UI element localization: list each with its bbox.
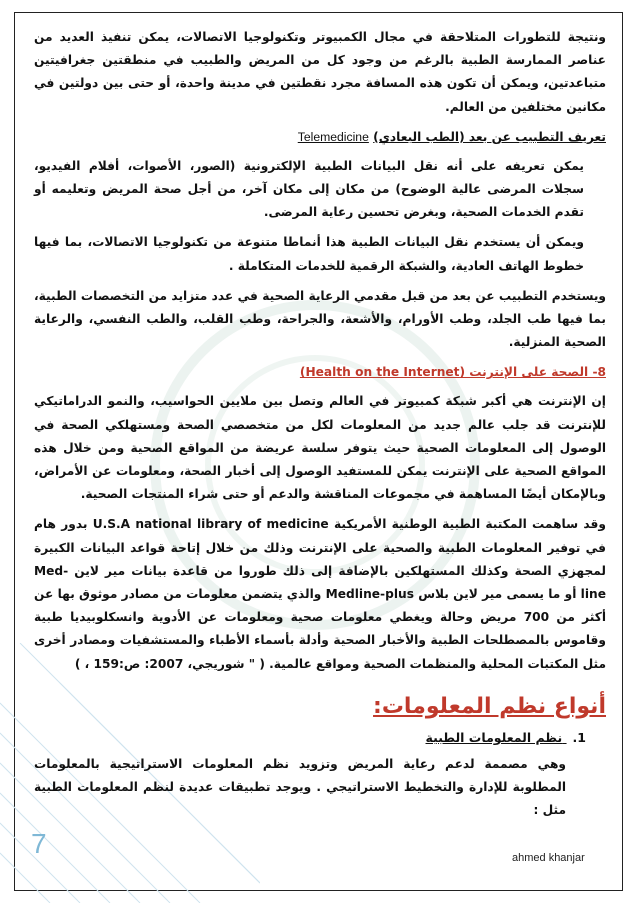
telemedicine-uses: [34, 285, 606, 355]
telemedicine-paragraph-2: ويمكن أن يستخدم نقل البيانات الطبية هذا أنماطا متنوعة من تكنولوجيا الاتصالات، بما فيها خطوط الهاتف العادية، والشبكة الرقمية للخدمات المتكاملة .: [34, 235, 584, 273]
footer-author: ahmed khanjar: [512, 852, 585, 864]
telemedicine-heading: [34, 126, 606, 149]
telemedicine-heading-latin: Telemedicine: [297, 129, 369, 144]
document-body: [34, 26, 606, 822]
medical-info-systems-description: [34, 753, 606, 823]
health-internet-paragraph-2: وقد ساهمت المكتبة الطبية الوطنية الأمريكية U.S.A national library of medicine بدور هام في توفير المعلومات الطبية والصحية على الإنترنت وذلك من خلال إتاحة قواعد البيانات الكبيرة لمجهزي الصحة وكذلك المستهلكين بالإضافة إلى ذلك طوروا من قاعدة بيانات مير لاين Med-line أو ما يسمى مير لاين بلاس Medline-plus والذي يتضمن معلومات من مصادر موثوق بها عن أكثر من 700 مريض وحالة ويغطي معلومات صحية ومعلومات عن الأدوية وانسكلوبيديا طبية وقاموس بالمصطلحات الطبية والأخبار الصحية وأدلة بأسماء الأطباء والمستشفيات ومصادر أخرى مثل المكتبات المحلية والمنظمات الصحية ومواقع عالمية. ( " شوريجي، 2007: ص:159 ، ): [34, 517, 607, 671]
telemedicine-paragraph-1: يمكن تعريفه على أنه نقل البيانات الطبية الإلكترونية (الصور، الأصوات، أفلام الفيديو، سجلات المرضى عالية الوضوح) من مكان إلى مكان آخر، من أجل صحة المريض وتعليمه أو تقدم الخدمات الصحية، وبغرض تحسين رعاية المرضى.: [34, 158, 584, 220]
health-internet-section: [34, 390, 606, 506]
intro-paragraph: ونتيجة للتطورات المتلاحقة في مجال الكمبيوتر وتكنولوجيا الاتصالات، يمكن تنفيذ العديد من عناصر الممارسة الطبية بالرغم من وجود كل من المريض والطبيب في منطقتين جغرافيتين متباعدتين، ويمكن أن تكون هذه المسافة مجرد نقطتين في مدينة واحدة، أو حتى بين دولتين في مكانين مختلفين من العالم.: [34, 30, 606, 114]
list-item: [34, 730, 586, 745]
info-systems-title: أنواع نظم المعلومات:: [373, 693, 606, 719]
telemedicine-paragraph-3: ويستخدم التطبيب عن بعد من قبل مقدمي الرعاية الصحية في عدد متزايد من التخصصات الطبية، بما فيها طب الجلد، وطب الأورام، والأشعة، والجراحة، وطب القلب، والطب النفسي، والرعاية الصحية المنزلية.: [34, 288, 606, 350]
telemedicine-definition: [34, 155, 606, 225]
telemedicine-heading-arabic: تعريف التطبيب عن بعد (الطب البعادي): [373, 129, 606, 144]
health-internet-heading-row: [34, 361, 606, 384]
list-item-label: نظم المعلومات الطبية: [425, 729, 563, 745]
health-internet-paragraph-1: إن الإنترنت هي أكبر شبكة كمبيوتر في العالم وتصل بين ملايين الحواسيب، والنمو الدراماتيكي للإنترنت قد جلب عالم جديد من المعلومات لكل من متخصصي الصحة ومستهلكي الصحة في الوصول إلى المعلومات الصحية حيث يتوفر سلسة عريضة من المواقع الصحية ومن خلال هذه المواقع الصحية على الإنترنت يمكن للمستفيد الوصول إلى أخبار الصحة، ومعلومات عن الأمراض، وبالإمكان أيضًا المساهمة في مجموعات المناقشة والدعم أو حتى شراء المنتجات الصحية.: [34, 394, 606, 502]
intro-section: [34, 26, 606, 119]
medical-info-systems-paragraph: وهي مصممة لدعم رعاية المريض وتزويد نظم المعلومات الاستراتيجية بالمعلومات المطلوبة للإدارة والتخطيط الاستراتيجي . ويوجد تطبيقات عديدة لنظم المعلومات الطبية مثل :: [34, 756, 566, 818]
health-internet-heading: 8- الصحة على الإنترنت (Health on the Internet): [299, 365, 606, 380]
telemedicine-transmission: [34, 231, 606, 277]
page-number: 7: [31, 828, 47, 859]
list-item-number: 1.: [572, 729, 586, 745]
nlm-section: [34, 513, 606, 675]
